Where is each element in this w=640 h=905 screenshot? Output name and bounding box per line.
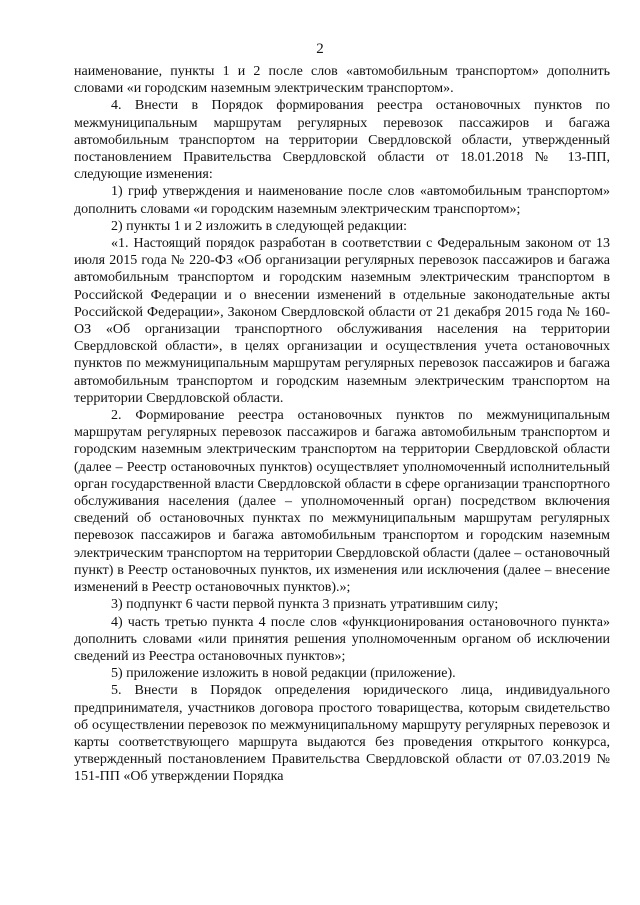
paragraph-subitem-1: 1) гриф утверждения и наименование после слов «автомобильным транспортом» дополнить словами «и городским наземным электрическим транспортом»; — [74, 184, 610, 217]
paragraph-continuation: наименование, пункты 1 и 2 после слов «автомобильным транспортом» дополнить словами «и городским наземным электрическим транспортом». — [74, 64, 610, 97]
paragraph-subitem-5: 5) приложение изложить в новой редакции (приложение). — [111, 666, 456, 682]
document-body — [74, 63, 610, 786]
paragraph-quoted-point-2: 2. Формирование реестра остановочных пунктов по межмуниципальным маршрутам регулярных перевозок пассажиров и багажа автомобильным транспортом и городским наземным электрическим транспортом на территории Свердловской области (далее – Реестр остановочных пунктов) осуществляет уполномоченный исполнительный орган государственной власти Свердловской области в сфере организации транспортного обслуживания населения (далее – уполномоченный орган) посредством включения сведений об остановочных пунктах по межмуниципальным маршрутам регулярных перевозок пассажиров и багажа автомобильным транспортом и городским наземным электрическим транспортом на территории Свердловской области (далее – остановочный пункт) в Реестр остановочных пунктов, их изменения или исключения (далее – внесение изменений в Реестр остановочных пунктов).»; — [74, 408, 610, 596]
paragraph-item-5: 5. Внести в Порядок определения юридического лица, индивидуального предпринимателя, участников договора простого товарищества, которым свидетельство об осуществлении перевозок по межмуниципальному маршруту регулярных перевозок и карты соответствующего маршрута выдаются без проведения открытого конкурса, утвержденный постановлением Правительства Свердловской области от 07.03.2019 № 151-ПП «Об утверждении Порядка — [74, 683, 610, 785]
paragraph-subitem-3: 3) подпункт 6 части первой пункта 3 признать утратившим силу; — [111, 597, 499, 613]
paragraph-subitem-4: 4) часть третью пункта 4 после слов «функционирования остановочного пункта» дополнить словами «или принятия решения уполномоченным органом об исключении сведений из Реестра остановочных пунктов»; — [74, 614, 610, 664]
paragraph-subitem-2: 2) пункты 1 и 2 изложить в следующей редакции: — [111, 218, 408, 234]
paragraph-item-4: 4. Внести в Порядок формирования реестра остановочных пунктов по межмуниципальным маршрутам регулярных перевозок пассажиров и багажа автомобильным транспортом на территории Свердловской области, утвержденный постановлением Правительства Свердловской области от 18.01.2018 № 13-ПП, следующие изменения: — [74, 98, 610, 183]
page-number: 2 — [316, 41, 324, 57]
paragraph-quoted-point-1: «1. Настоящий порядок разработан в соответствии с Федеральным законом от 13 июля 2015 года № 220-ФЗ «Об организации регулярных перевозок пассажиров и багажа автомобильным транспортом и городским наземным электрическим транспортом в Российской Федерации и о внесении изменений в отдельные законодательные акты Российской Федерации», Законом Свердловской области от 21 декабря 2015 года № 160-ОЗ «Об организации транспортного обслуживания населения на территории Свердловской области», в целях организации и осуществления учета остановочных пунктов по межмуниципальным маршрутам регулярных перевозок пассажиров и багажа автомобильным транспортом и городским наземным электрическим транспортом на территории Свердловской области. — [74, 236, 610, 406]
